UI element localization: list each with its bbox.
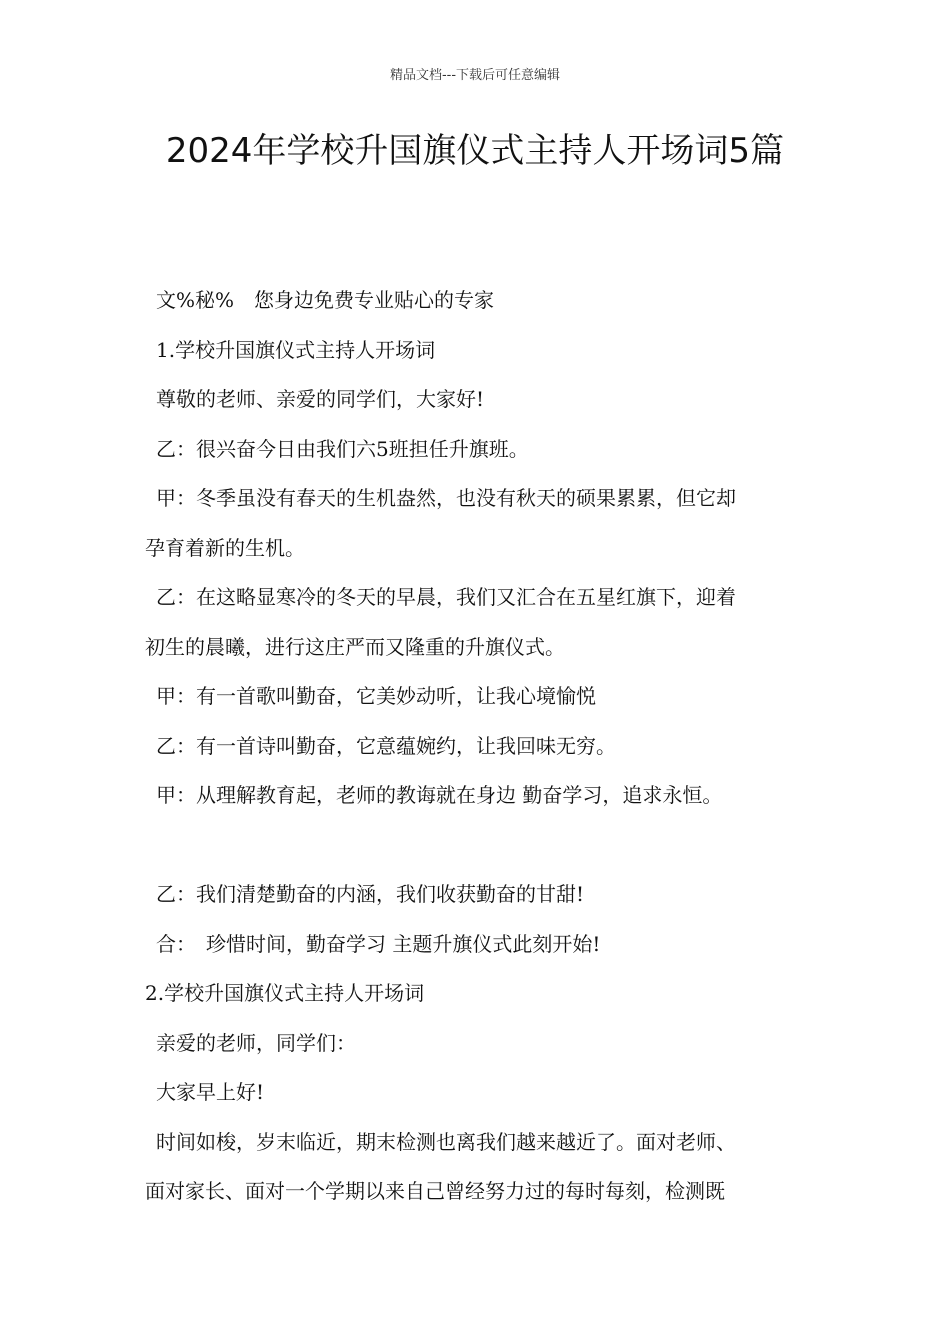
paragraph: 甲：有一首歌叫勤奋，它美妙动听，让我心境愉悦 xyxy=(156,684,596,708)
paragraph: 时间如梭，岁末临近，期末检测也离我们越来越近了。面对老师、 xyxy=(156,1129,736,1154)
paragraph: 孕育着新的生机。 xyxy=(145,535,305,560)
paragraph: 乙：很兴奋今日由我们六5班担任升旗班。 xyxy=(156,436,529,461)
page-header: 精品文档---下载后可任意编辑 xyxy=(389,68,561,83)
paragraph: 乙：在这略显寒冷的冬天的早晨，我们又汇合在五星红旗下，迎着 xyxy=(156,585,736,609)
paragraph xyxy=(145,821,810,871)
paragraph: 亲爱的老师，同学们： xyxy=(156,1030,356,1055)
paragraph: 甲：从理解教育起，老师的教诲就在身边 勤奋学习，追求永恒。 xyxy=(156,783,723,807)
paragraph: 面对家长、面对一个学期以来自己曾经努力过的每时每刻，检测既 xyxy=(145,1179,725,1203)
paragraph: 文%秘% 您身边免费专业贴心的专家 xyxy=(156,288,495,312)
paragraph: 初生的晨曦，进行这庄严而又隆重的升旗仪式。 xyxy=(145,634,565,659)
document-title: 2024年学校升国旗仪式主持人开场词5篇 xyxy=(165,131,785,171)
paragraph: 合： 珍惜时间，勤奋学习 主题升旗仪式此刻开始! xyxy=(156,931,601,956)
paragraph: 2.学校升国旗仪式主持人开场词 xyxy=(145,981,425,1005)
paragraph: 大家早上好! xyxy=(156,1080,265,1104)
paragraph: 乙：我们清楚勤奋的内涵，我们收获勤奋的甘甜! xyxy=(156,882,585,906)
document-body xyxy=(145,276,810,1217)
paragraph: 尊敬的老师、亲爱的同学们，大家好! xyxy=(156,387,485,411)
paragraph: 乙：有一首诗叫勤奋，它意蕴婉约，让我回味无穷。 xyxy=(156,733,616,758)
paragraph: 甲：冬季虽没有春天的生机盎然，也没有秋天的硕果累累，但它却 xyxy=(156,486,736,510)
paragraph: 1.学校升国旗仪式主持人开场词 xyxy=(156,337,436,362)
